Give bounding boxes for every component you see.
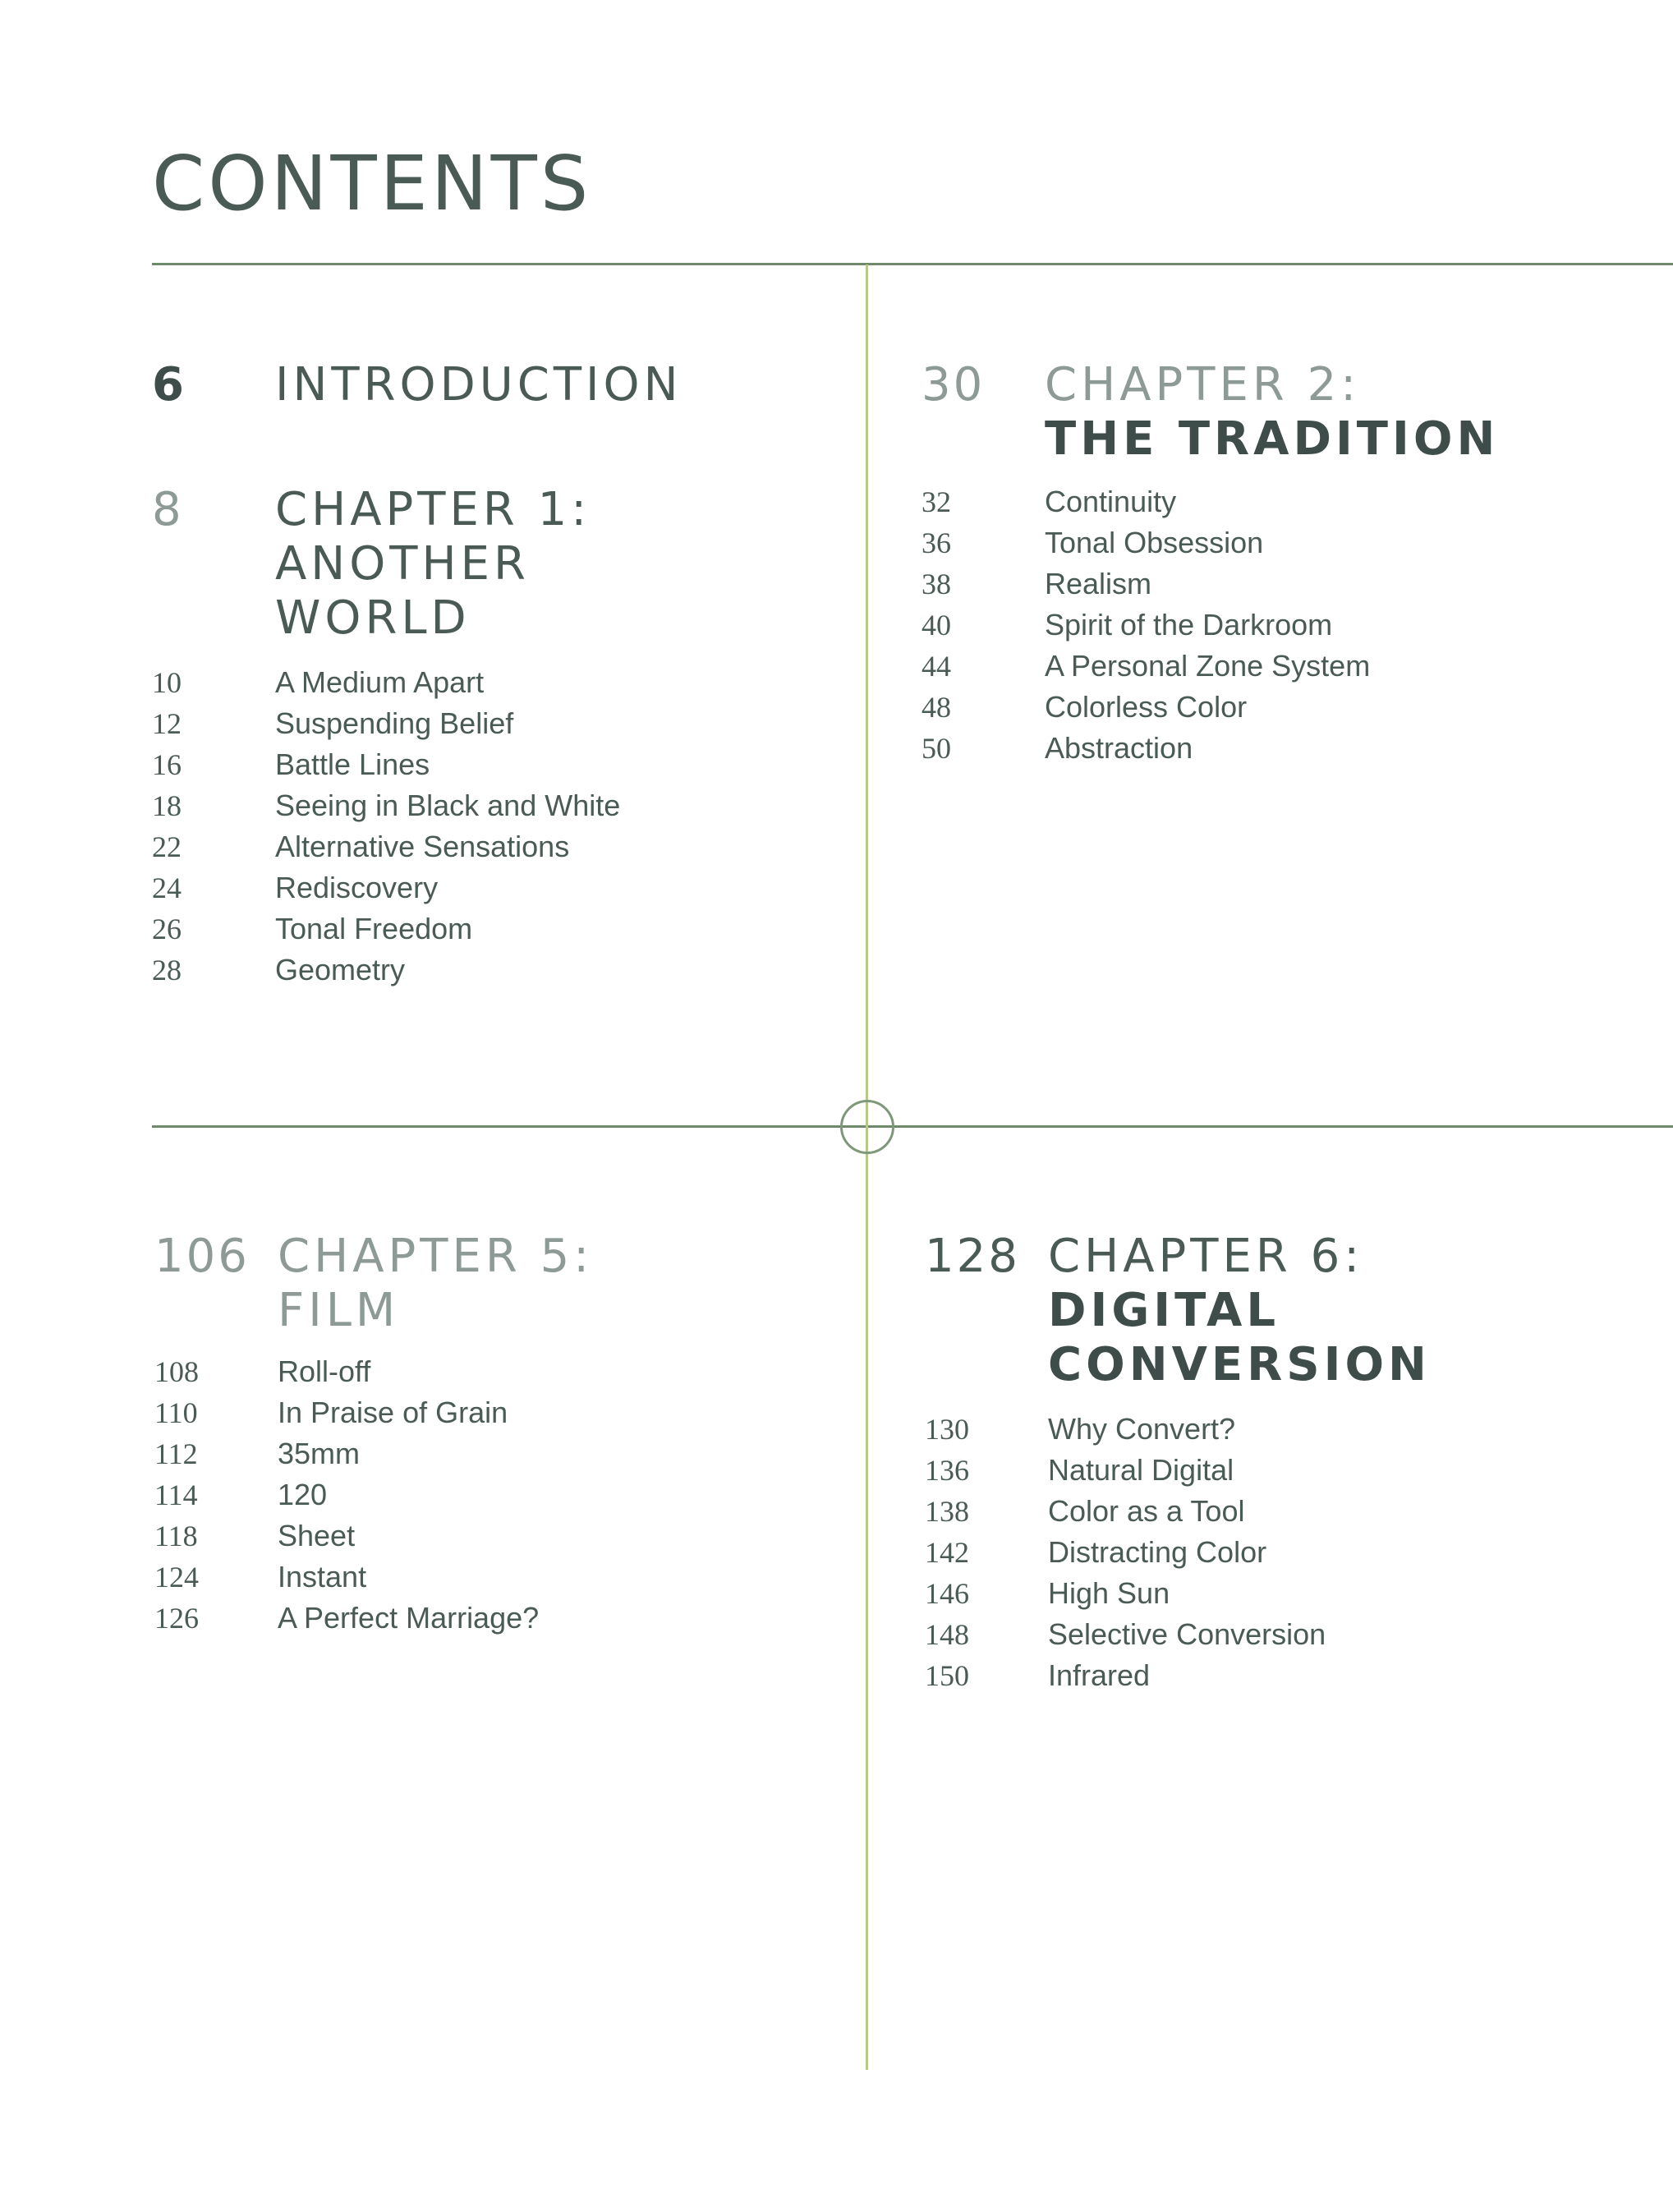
entry-label: Color as a Tool xyxy=(1048,1494,1245,1528)
entry-label: Infrared xyxy=(1048,1658,1151,1692)
entry-label: Tonal Freedom xyxy=(275,912,473,945)
entry-label: Roll-off xyxy=(278,1354,371,1388)
section-page-number: 6 xyxy=(152,358,186,412)
toc-entry[interactable] xyxy=(925,1491,1648,1532)
entry-label: High Sun xyxy=(1048,1576,1170,1610)
entry-label: Realism xyxy=(1045,567,1152,600)
section-title xyxy=(1045,358,1644,467)
toc-entry[interactable] xyxy=(922,646,1644,687)
toc-entry[interactable] xyxy=(925,1614,1648,1655)
entry-label: Tonal Obsession xyxy=(1045,526,1264,559)
entry-label: Distracting Color xyxy=(1048,1535,1267,1569)
toc-entry[interactable] xyxy=(154,1433,828,1474)
toc-entry[interactable] xyxy=(152,908,825,950)
divider-ring xyxy=(840,1100,894,1154)
section-chapter-2 xyxy=(922,358,1644,769)
entry-page-number: 114 xyxy=(154,1478,198,1511)
section-introduction xyxy=(152,358,825,412)
entry-page-number: 150 xyxy=(925,1659,969,1692)
entry-label: Rediscovery xyxy=(275,871,439,904)
toc-entry[interactable] xyxy=(922,728,1644,769)
entry-label: Why Convert? xyxy=(1048,1412,1236,1446)
toc-entry[interactable] xyxy=(154,1392,828,1433)
entry-page-number: 38 xyxy=(922,568,951,600)
entry-label: Seeing in Black and White xyxy=(275,789,621,822)
entry-label: Suspending Belief xyxy=(275,706,514,740)
entry-label: Selective Conversion xyxy=(1048,1617,1326,1651)
entry-label: Continuity xyxy=(1045,485,1177,518)
entry-list xyxy=(152,662,825,991)
toc-entry[interactable] xyxy=(925,1573,1648,1614)
entry-page-number: 142 xyxy=(925,1536,969,1569)
toc-entry[interactable] xyxy=(152,662,825,703)
toc-entry[interactable] xyxy=(152,703,825,744)
entry-label: Instant xyxy=(278,1560,367,1593)
toc-entry[interactable] xyxy=(925,1409,1648,1450)
entry-label: Alternative Sensations xyxy=(275,830,570,863)
toc-entry[interactable] xyxy=(152,744,825,785)
section-page-number: 106 xyxy=(154,1230,250,1283)
section-title-line: DIGITAL xyxy=(1048,1284,1280,1337)
section-title xyxy=(275,483,825,646)
entry-label: A Perfect Marriage? xyxy=(278,1601,540,1635)
section-chapter-1 xyxy=(152,483,825,991)
section-page-number: 128 xyxy=(925,1230,1020,1283)
entry-page-number: 16 xyxy=(152,748,182,781)
top-divider xyxy=(152,263,1673,265)
toc-entry[interactable] xyxy=(152,826,825,867)
entry-page-number: 138 xyxy=(925,1495,969,1528)
toc-entry[interactable] xyxy=(152,867,825,908)
entry-label: In Praise of Grain xyxy=(278,1396,508,1429)
section-heading[interactable] xyxy=(152,483,825,646)
middle-divider xyxy=(152,1125,1673,1128)
entry-page-number: 36 xyxy=(922,527,951,559)
section-title-line: ANOTHER xyxy=(275,537,530,591)
section-page-number: 8 xyxy=(152,483,184,536)
toc-entry[interactable] xyxy=(922,522,1644,563)
page-title: CONTENTS xyxy=(152,140,592,228)
entry-label: Colorless Color xyxy=(1045,690,1248,724)
toc-entry[interactable] xyxy=(152,950,825,991)
section-heading[interactable] xyxy=(154,1230,828,1338)
toc-entry[interactable] xyxy=(154,1515,828,1557)
section-heading[interactable] xyxy=(152,358,825,412)
section-title-line: CHAPTER 6: xyxy=(1048,1230,1364,1283)
toc-entry[interactable] xyxy=(925,1655,1648,1696)
toc-entry[interactable] xyxy=(154,1474,828,1515)
entry-page-number: 108 xyxy=(154,1355,199,1388)
entry-list xyxy=(922,481,1644,769)
entry-page-number: 28 xyxy=(152,954,182,986)
toc-entry[interactable] xyxy=(925,1450,1648,1491)
entry-label: Sheet xyxy=(278,1519,356,1552)
entry-label: Natural Digital xyxy=(1048,1453,1234,1487)
entry-page-number: 44 xyxy=(922,650,951,683)
entry-page-number: 48 xyxy=(922,691,951,724)
section-title-line: WORLD xyxy=(275,591,471,645)
entry-label: 35mm xyxy=(278,1437,361,1470)
section-title xyxy=(1048,1230,1648,1392)
entry-page-number: 148 xyxy=(925,1618,969,1651)
section-title xyxy=(278,1230,828,1338)
entry-list xyxy=(925,1409,1648,1696)
vertical-divider xyxy=(866,264,868,2070)
entry-label: A Medium Apart xyxy=(275,665,485,699)
entry-page-number: 118 xyxy=(154,1520,198,1552)
entry-page-number: 10 xyxy=(152,666,182,699)
entry-page-number: 130 xyxy=(925,1413,969,1446)
entry-label: A Personal Zone System xyxy=(1045,649,1371,683)
entry-page-number: 126 xyxy=(154,1602,199,1635)
entry-page-number: 124 xyxy=(154,1561,199,1593)
entry-page-number: 146 xyxy=(925,1577,969,1610)
entry-page-number: 40 xyxy=(922,609,951,642)
entry-label: Battle Lines xyxy=(275,747,430,781)
section-chapter-6 xyxy=(925,1230,1648,1696)
entry-page-number: 136 xyxy=(925,1454,969,1487)
section-title-line: CONVERSION xyxy=(1048,1338,1431,1391)
toc-entry[interactable] xyxy=(922,605,1644,646)
entry-label: Abstraction xyxy=(1045,731,1193,765)
section-title-line: CHAPTER 2: xyxy=(1045,358,1361,412)
section-title-line: INTRODUCTION xyxy=(275,358,683,412)
entry-page-number: 18 xyxy=(152,789,182,822)
toc-entry[interactable] xyxy=(152,785,825,826)
toc-entry[interactable] xyxy=(922,687,1644,728)
entry-page-number: 110 xyxy=(154,1396,198,1429)
entry-label: Spirit of the Darkroom xyxy=(1045,608,1333,642)
entry-list xyxy=(154,1351,828,1639)
section-title-line: CHAPTER 5: xyxy=(278,1230,594,1283)
entry-page-number: 50 xyxy=(922,732,951,765)
entry-page-number: 32 xyxy=(922,485,951,518)
entry-label: 120 xyxy=(278,1478,328,1511)
entry-page-number: 26 xyxy=(152,913,182,945)
section-page-number: 30 xyxy=(922,358,986,412)
section-title-line: THE TRADITION xyxy=(1045,412,1500,466)
entry-page-number: 22 xyxy=(152,830,182,863)
entry-page-number: 12 xyxy=(152,707,182,740)
section-title-line: FILM xyxy=(278,1284,400,1337)
entry-page-number: 112 xyxy=(154,1437,198,1470)
section-title xyxy=(275,358,825,412)
toc-entry[interactable] xyxy=(922,481,1644,522)
section-chapter-5 xyxy=(154,1230,828,1639)
toc-entry[interactable] xyxy=(154,1351,828,1392)
section-heading[interactable] xyxy=(922,358,1644,467)
section-title-line: CHAPTER 1: xyxy=(275,483,591,536)
section-heading[interactable] xyxy=(925,1230,1648,1392)
entry-page-number: 24 xyxy=(152,871,182,904)
toc-entry[interactable] xyxy=(154,1598,828,1639)
entry-label: Geometry xyxy=(275,953,406,986)
toc-entry[interactable] xyxy=(154,1557,828,1598)
toc-entry[interactable] xyxy=(925,1532,1648,1573)
toc-entry[interactable] xyxy=(922,563,1644,605)
